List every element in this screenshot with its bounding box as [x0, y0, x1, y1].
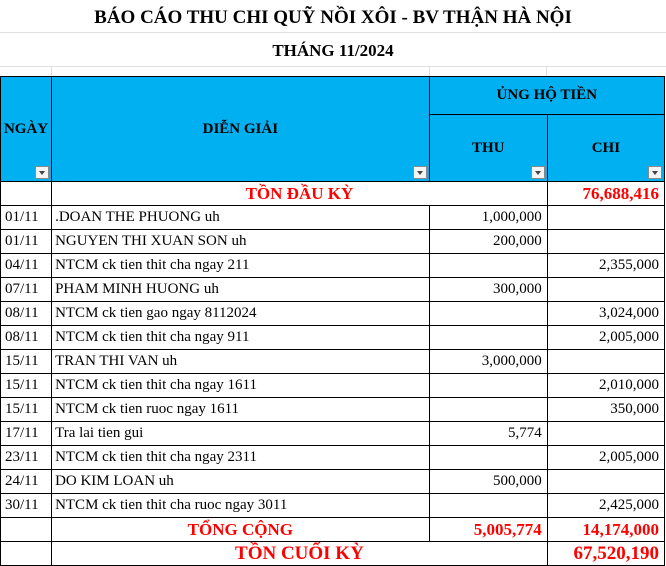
thu-cell[interactable]	[429, 398, 547, 422]
thu-cell[interactable]: 5,774	[429, 422, 547, 446]
chi-cell[interactable]: 2,355,000	[547, 254, 664, 278]
opening-balance-amount[interactable]: 76,688,416	[547, 182, 664, 206]
column-header-chi	[547, 115, 664, 182]
column-header-ngay	[1, 77, 52, 182]
report-month: THÁNG 11/2024	[0, 32, 666, 67]
chi-cell[interactable]: 2,010,000	[547, 374, 664, 398]
thu-cell[interactable]: 200,000	[429, 230, 547, 254]
chi-cell[interactable]	[547, 350, 664, 374]
table-row	[1, 446, 665, 470]
description-cell[interactable]: NTCM ck tien thit cha ruoc ngay 3011	[52, 494, 430, 518]
column-header-dien-giai-label: DIỄN GIẢI	[202, 120, 279, 137]
table-row	[1, 350, 665, 374]
thu-cell[interactable]	[429, 302, 547, 326]
date-cell[interactable]: 01/11	[1, 230, 52, 254]
column-header-ung-ho-tien: ỦNG HỘ TIỀN	[429, 77, 664, 115]
chi-cell[interactable]	[547, 470, 664, 494]
date-cell[interactable]: 08/11	[1, 326, 52, 350]
report-title: BÁO CÁO THU CHI QUỸ NỒI XÔI - BV THẬN HÀ NỘI	[0, 0, 666, 33]
table-row	[1, 374, 665, 398]
date-cell[interactable]: 15/11	[1, 398, 52, 422]
description-cell[interactable]: NTCM ck tien thit cha ngay 2311	[52, 446, 430, 470]
date-cell[interactable]: 08/11	[1, 302, 52, 326]
gridline	[429, 66, 430, 76]
total-label[interactable]: TỔNG CỘNG	[52, 518, 430, 542]
chi-cell[interactable]	[547, 230, 664, 254]
date-cell[interactable]: 07/11	[1, 278, 52, 302]
opening-balance-row	[1, 182, 665, 206]
description-cell[interactable]: NTCM ck tien thit cha ngay 1611	[52, 374, 430, 398]
date-cell[interactable]: 17/11	[1, 422, 52, 446]
table-row	[1, 230, 665, 254]
table-row	[1, 494, 665, 518]
thu-cell[interactable]	[429, 374, 547, 398]
cell[interactable]	[1, 518, 52, 542]
date-cell[interactable]: 23/11	[1, 446, 52, 470]
column-header-thu-label: THU	[471, 139, 505, 156]
table-row	[1, 278, 665, 302]
gridline	[51, 66, 52, 76]
chi-cell[interactable]	[547, 206, 664, 230]
column-header-chi-label: CHI	[591, 139, 621, 156]
total-thu[interactable]: 5,005,774	[429, 518, 547, 542]
table-row	[1, 206, 665, 230]
filter-dropdown-icon[interactable]	[531, 166, 545, 179]
table-row	[1, 398, 665, 422]
date-cell[interactable]: 04/11	[1, 254, 52, 278]
chi-cell[interactable]: 2,005,000	[547, 446, 664, 470]
thu-cell[interactable]: 300,000	[429, 278, 547, 302]
description-cell[interactable]: PHAM MINH HUONG uh	[52, 278, 430, 302]
description-cell[interactable]: NTCM ck tien thit cha ngay 211	[52, 254, 430, 278]
chi-cell[interactable]: 3,024,000	[547, 302, 664, 326]
closing-balance-row	[1, 542, 665, 566]
description-cell[interactable]: Tra lai tien gui	[52, 422, 430, 446]
date-cell[interactable]: 24/11	[1, 470, 52, 494]
thu-cell[interactable]: 3,000,000	[429, 350, 547, 374]
thu-cell[interactable]: 1,000,000	[429, 206, 547, 230]
chi-cell[interactable]	[547, 422, 664, 446]
thu-cell[interactable]	[429, 446, 547, 470]
column-header-thu	[429, 115, 547, 182]
table-row	[1, 470, 665, 494]
description-cell[interactable]: NGUYEN THI XUAN SON uh	[52, 230, 430, 254]
filter-dropdown-icon[interactable]	[648, 166, 662, 179]
date-cell[interactable]: 01/11	[1, 206, 52, 230]
description-cell[interactable]: .DOAN THE PHUONG uh	[52, 206, 430, 230]
chi-cell[interactable]: 2,005,000	[547, 326, 664, 350]
thu-cell[interactable]	[429, 494, 547, 518]
closing-balance-amount[interactable]: 67,520,190	[547, 542, 664, 566]
closing-balance-label[interactable]: TỒN CUỐI KỲ	[52, 542, 548, 566]
table-row	[1, 422, 665, 446]
chi-cell[interactable]: 350,000	[547, 398, 664, 422]
description-cell[interactable]: NTCM ck tien gao ngay 8112024	[52, 302, 430, 326]
thu-cell[interactable]	[429, 326, 547, 350]
cell[interactable]	[1, 542, 52, 566]
table-row	[1, 254, 665, 278]
cell[interactable]	[1, 182, 52, 206]
date-cell[interactable]: 15/11	[1, 350, 52, 374]
description-cell[interactable]: TRAN THI VAN uh	[52, 350, 430, 374]
table-row	[1, 302, 665, 326]
gridline	[546, 66, 547, 76]
date-cell[interactable]: 15/11	[1, 374, 52, 398]
column-header-dien-giai	[52, 77, 430, 182]
filter-dropdown-icon[interactable]	[413, 166, 427, 179]
table-row	[1, 326, 665, 350]
description-cell[interactable]: NTCM ck tien thit cha ngay 911	[52, 326, 430, 350]
chi-cell[interactable]	[547, 278, 664, 302]
date-cell[interactable]: 30/11	[1, 494, 52, 518]
description-cell[interactable]: DO KIM LOAN uh	[52, 470, 430, 494]
description-cell[interactable]: NTCM ck tien ruoc ngay 1611	[52, 398, 430, 422]
thu-cell[interactable]: 500,000	[429, 470, 547, 494]
total-chi[interactable]: 14,174,000	[547, 518, 664, 542]
filter-dropdown-icon[interactable]	[35, 166, 49, 179]
chi-cell[interactable]: 2,425,000	[547, 494, 664, 518]
opening-balance-label[interactable]: TỒN ĐẦU KỲ	[52, 182, 548, 206]
thu-cell[interactable]	[429, 254, 547, 278]
ledger-table	[0, 76, 665, 566]
column-header-ngay-label: NGÀY	[3, 120, 49, 137]
total-row	[1, 518, 665, 542]
